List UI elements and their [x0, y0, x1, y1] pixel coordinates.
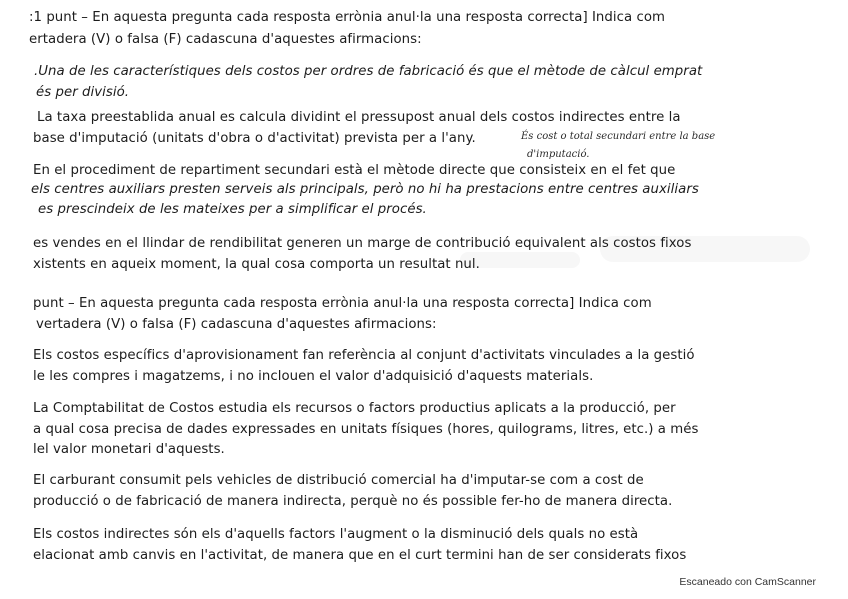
statement-1-3-line-2: els centres auxiliars presten serveis als principals, però no hi ha prestacions entre centres auxiliars: [31, 182, 699, 197]
statement-2-3-line-1: El carburant consumit pels vehicles de distribució comercial ha d'imputar-se com a cost de: [33, 473, 644, 488]
section-1-header-line-2: ertadera (V) o falsa (F) cadascuna d'aquestes afirmacions:: [29, 32, 422, 47]
statement-1-2-line-2: base d'imputació (unitats d'obra o d'activitat) prevista per a l'any.: [33, 131, 476, 146]
handwritten-note-line-1: És cost o total secundari entre la base: [521, 131, 716, 142]
section-2-header-line-1: punt – En aquesta pregunta cada resposta errònia anul·la una resposta correcta] Indica com: [33, 296, 652, 311]
statement-2-3-line-2: producció o de fabricació de manera indirecta, perquè no és possible fer-ho de manera directa.: [33, 494, 673, 509]
statement-1-1-line-2: és per divisió.: [36, 85, 130, 100]
statement-1-4-line-1: es vendes en el llindar de rendibilitat generen un marge de contribució equivalent als costos fixos: [33, 236, 692, 251]
statement-2-2-line-3: lel valor monetari d'aquests.: [33, 442, 225, 457]
statement-1-1-line-1: .Una de les característiques dels costos per ordres de fabricació és que el mètode de càlcul emprat: [34, 64, 703, 79]
statement-2-4-line-1: Els costos indirectes són els d'aquells factors l'augment o la disminució dels quals no està: [33, 527, 639, 542]
section-1-header-line-1: :1 punt – En aquesta pregunta cada resposta errònia anul·la una resposta correcta] Indica com: [29, 10, 666, 25]
statement-1-4-line-2: xistents en aqueix moment, la qual cosa comporta un resultat nul.: [33, 257, 480, 272]
scanner-watermark: Escaneado con CamScanner: [679, 576, 816, 588]
statement-1-2-line-1: La taxa preestablida anual es calcula dividint el pressupost anual dels costos indirectes entre la: [37, 110, 681, 125]
statement-2-2-line-1: La Comptabilitat de Costos estudia els recursos o factors productius aplicats a la producció, per: [33, 401, 676, 416]
statement-2-4-line-2: elacionat amb canvis en l'activitat, de manera que en el curt termini han de ser considerats fixos: [33, 548, 687, 563]
section-2-header-line-2: vertadera (V) o falsa (F) cadascuna d'aquestes afirmacions:: [36, 317, 437, 332]
statement-1-3-line-3: es prescindeix de les mateixes per a simplificar el procés.: [38, 202, 427, 217]
handwritten-note-line-2: d'imputació.: [527, 149, 590, 160]
statement-2-2-line-2: a qual cosa precisa de dades expressades en unitats físiques (hores, quilograms, litres, etc.) a més: [33, 422, 699, 437]
statement-2-1-line-2: le les compres i magatzems, i no inclouen el valor d'adquisició d'aquests materials.: [33, 369, 594, 384]
statement-2-1-line-1: Els costos específics d'aprovisionament fan referència al conjunt d'activitats vinculades a la gestió: [33, 348, 695, 363]
statement-1-3-line-1: En el procediment de repartiment secundari està el mètode directe que consisteix en el fet que: [33, 163, 676, 178]
